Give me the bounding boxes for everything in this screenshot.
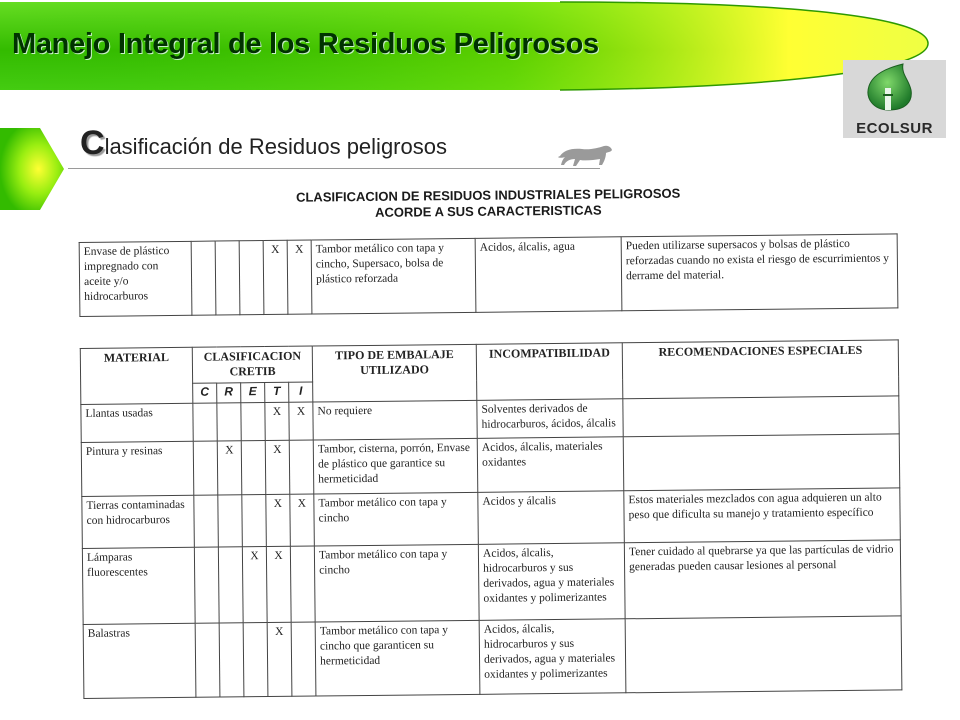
cell-c [193, 403, 217, 441]
cell-r [218, 547, 243, 623]
cell-material: Llantas usadas [81, 403, 193, 442]
cell-t: X [265, 402, 289, 440]
cell-r [217, 403, 241, 441]
subtitle-initial: C [80, 124, 105, 162]
ecolsur-logo [843, 60, 946, 138]
cell-e [239, 241, 264, 315]
header-incompatibilidad: INCOMPATIBILIDAD [476, 343, 623, 401]
header-clasificacion: CLASIFICACION CRETIB [192, 346, 312, 383]
scanned-document [78, 171, 904, 720]
cell-t: X [265, 440, 290, 494]
logo-text: ECOLSUR [856, 120, 933, 137]
header-letter-t: T [265, 382, 289, 402]
cell-c [194, 547, 219, 623]
cell-r: X [217, 441, 242, 495]
cell-incompatibilidad: Solventes derivados de hidrocarburos, ácidos, álcalis [477, 399, 623, 439]
header-embalaje: TIPO DE EMBALAJE UTILIZADO [312, 344, 477, 402]
cell-recomendaciones [625, 616, 902, 693]
cell-c [194, 495, 219, 547]
cell-embalaje: No requiere [313, 400, 477, 440]
top-fragment-table [79, 233, 899, 317]
cell-incompatibilidad: Acidos, álcalis, hidrocarburos y sus derivados, agua y materiales oxidantes y polimerizantes [479, 619, 626, 695]
cell-embalaje: Tambor metálico con tapa y cincho, Supersaco, bolsa de plástico reforzada [311, 238, 476, 314]
cell-embalaje: Tambor metálico con tapa y cincho [314, 544, 479, 622]
cell-incompatibilidad: Acidos y álcalis [478, 491, 625, 545]
header-letter-r: R [217, 383, 241, 403]
document-heading-line1: CLASIFICACION DE RESIDUOS INDUSTRIALES PELIGROSOS [295, 185, 681, 205]
cell-material: Lámparas fluorescentes [82, 547, 195, 624]
cell-recomendaciones: Pueden utilizarse supersacos y bolsas de plástico reforzadas cuando no exista el riesgo de escurrimientos y derrame del material. [621, 234, 898, 311]
jaguar-icon [556, 140, 614, 168]
cell-t: X [266, 546, 291, 622]
subtitle-divider [68, 168, 600, 169]
cell-embalaje: Tambor metálico con tapa y cincho que garanticen su hermeticidad [315, 620, 480, 696]
cell-incompatibilidad: Acidos, álcalis, hidrocarburos y sus derivados, agua y materiales oxidantes y polimerizantes [478, 543, 625, 621]
cell-t: X [263, 240, 288, 314]
page-title: Manejo Integral de los Residuos Peligrosos [12, 28, 599, 60]
cell-recomendaciones [623, 434, 900, 491]
header-letter-i: I [289, 382, 313, 402]
document-heading-line2: ACORDE A SUS CARACTERISTICAS [374, 202, 602, 220]
cell-embalaje: Tambor, cisterna, porrón, Envase de plástico que garantice su hermeticidad [313, 438, 478, 494]
cell-r [219, 623, 244, 697]
classification-table [80, 339, 903, 699]
cell-e [241, 441, 266, 495]
cell-e: X [242, 547, 267, 623]
cell-r [215, 241, 240, 315]
cell-i: X [287, 240, 312, 314]
cell-c [193, 441, 218, 495]
cell-i [289, 440, 314, 494]
cell-e [243, 623, 268, 697]
cell-i: X [290, 494, 315, 546]
table-row [82, 488, 901, 549]
header-letter-e: E [241, 383, 265, 403]
cell-t: X [266, 494, 291, 546]
cell-r [218, 495, 243, 547]
header-material: MATERIAL [80, 347, 193, 404]
cell-embalaje: Tambor metálico con tapa y cincho [314, 492, 479, 546]
section-subtitle [80, 124, 447, 163]
subtitle-text: lasificación de Residuos peligrosos [104, 134, 447, 159]
header-banner [0, 0, 960, 96]
cell-i [291, 622, 316, 696]
cell-e [241, 403, 265, 441]
cell-incompatibilidad: Acidos, álcalis, agua [475, 237, 622, 313]
cell-material: Tierras contaminadas con hidrocarburos [82, 495, 195, 548]
cell-incompatibilidad: Acidos, álcalis, materiales oxidantes [477, 437, 624, 493]
header-recomendaciones: RECOMENDACIONES ESPECIALES [622, 340, 899, 399]
cell-recomendaciones: Tener cuidado al quebrarse ya que las partículas de vidrio generadas pueden causar lesiones al personal [624, 540, 901, 619]
cell-material: Envase de plástico impregnado con aceite y/o hidrocarburos [79, 241, 192, 316]
cell-recomendaciones [623, 396, 899, 437]
table-row [81, 434, 900, 497]
table-row [82, 540, 901, 625]
cell-t: X [267, 622, 292, 696]
section-tab-shape [0, 128, 64, 210]
header-letter-c: C [193, 383, 217, 403]
cell-material: Pintura y resinas [81, 441, 194, 496]
cell-i: X [289, 402, 313, 440]
table-row [83, 616, 902, 699]
cell-recomendaciones: Estos materiales mezclados con agua adquieren un alto peso que dificulta su manejo y tratamiento específico [624, 488, 901, 543]
table-header-row [80, 340, 898, 385]
cell-c [191, 241, 216, 315]
cell-c [195, 623, 220, 697]
cell-i [290, 546, 315, 622]
cell-e [242, 495, 267, 547]
table-row [79, 234, 898, 317]
cell-material: Balastras [83, 623, 196, 698]
